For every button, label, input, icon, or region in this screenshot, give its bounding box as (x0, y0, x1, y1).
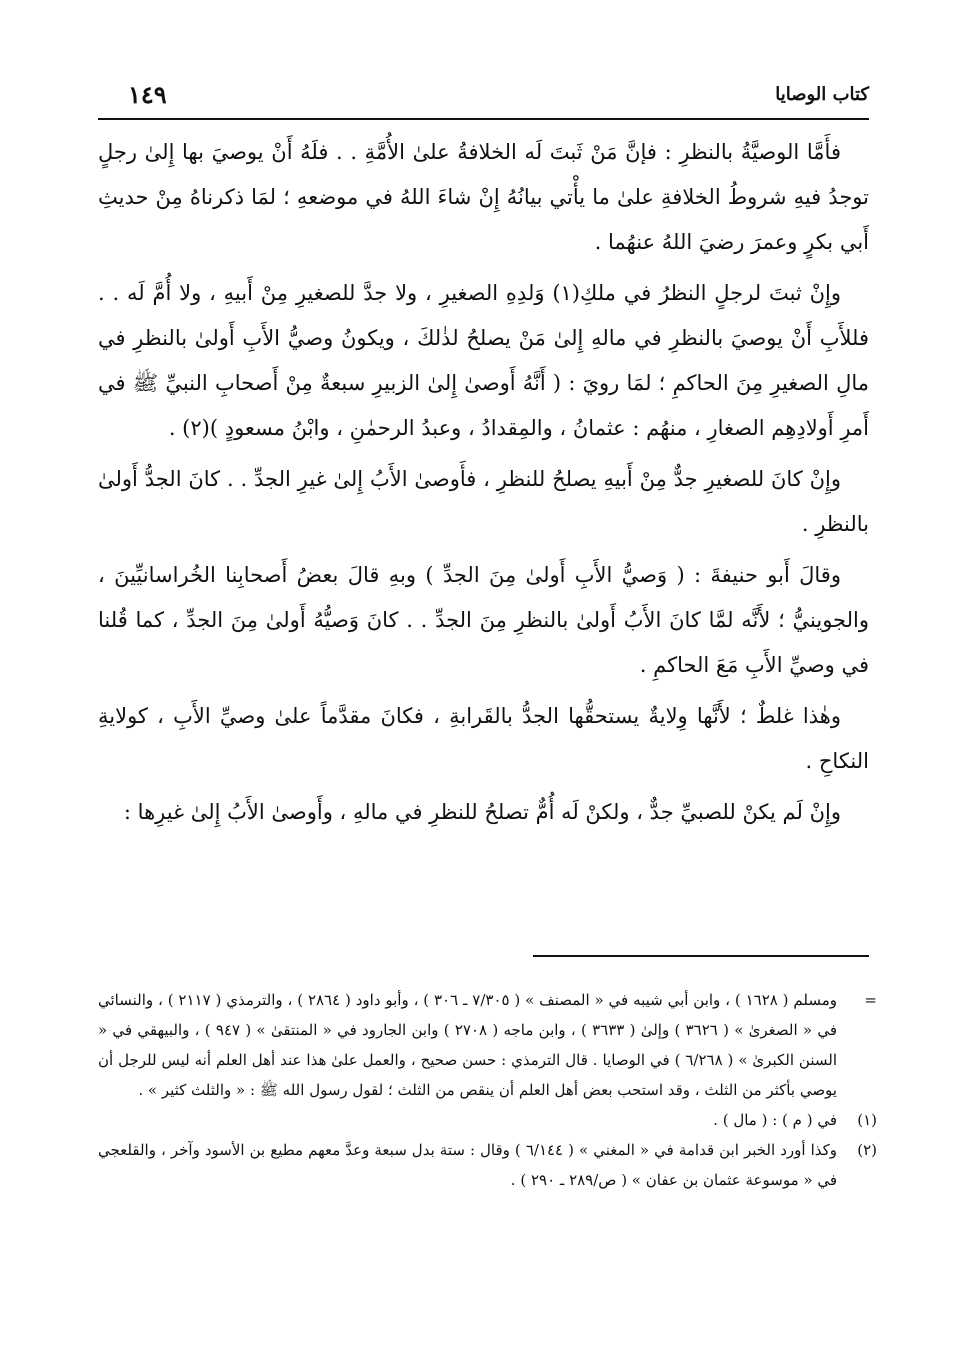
paragraph: فأَمَّا الوصيَّةُ بالنظرِ : فإنَّ مَنْ ثَبتَ لَه الخلافةُ علىٰ الأُمَّةِ . . فلَهُ أَنْ يوصيَ بها إِلىٰ رجلٍ توجدُ فيهِ شروطُ الخلافةِ علىٰ ما يأْتي بيانُهُ إِنْ شاءَ اللهُ في موضعهِ ؛ لمَا ذكرناهُ مِنْ حديثِ أَبي بكرٍ وعمرَ رضيَ اللهُ عنهُما . (98, 140, 869, 254)
footnote-separator (533, 955, 869, 957)
page-number: ١٤٩ (128, 80, 167, 109)
main-text (98, 130, 869, 841)
footnote-mark: = (864, 991, 877, 1009)
footnote (98, 985, 877, 1105)
paragraph: وإِنْ لَم يكنْ للصبيِّ جدٌّ ، ولكنْ لَه أُمٌّ تصلحُ للنظرِ في مالهِ ، وأَوصىٰ الأَبُ إِلىٰ غيرِها : (123, 800, 841, 824)
footnote-text: في ( م ) : ( مال ) . (713, 1111, 837, 1129)
footnotes (98, 985, 877, 1195)
paragraph: وإِنْ ثبتَ لرجلٍ النظرُ في ملكِ(١) وَلدِهِ الصغيرِ ، ولا جدَّ للصغيرِ مِنْ أَبيهِ ، ولا أُمَّ لَه . . فللأَبِ أَنْ يوصيَ بالنظرِ في مالهِ إِلىٰ مَنْ يصلحُ لذٰلكَ ، ويكونُ وصيُّ الأَبِ أَولىٰ بالنظرِ في مالِ الصغيرِ مِنَ الحاكمِ ؛ لمَا رويَ : ( أَنَّهُ أَوصىٰ إِلىٰ الزبيرِ سبعةٌ مِنْ أَصحابِ النبيِّ ﷺ في أَمرِ أَولادِهِم الصغارِ ، منهُم : عثمانُ ، والمِقدادُ ، وعبدُ الرحمٰنِ ، وابْنُ مسعودٍ )(٢) . (98, 281, 869, 440)
footnote-text: ومسلم ( ١٦٢٨ ) ، وابن أبي شيبه في « المصنف » ( ٧/٣٠٥ ـ ٣٠٦ ) ، وأبو داود ( ٢٨٦٤ ) ، والترمذي ( ٢١١٧ ) ، والنسائي في « الصغرىٰ » ( ٣٦٢٦ ) وإلىٰ ( ٣٦٣٣ ) ، وابن ماجه ( ٢٧٠٨ ) وابن الجارود في « المنتقىٰ » ( ٩٤٧ ) ، والبيهقي في « السنن الكبرىٰ » ( ٦/٢٦٨ ) في الوصايا . قال الترمذي : حسن صحيح ، والعمل علىٰ هذا عند أهل العلم أنه ليس للرجل أن يوصي بأكثر من الثلث ، وقد استحب بعض أهل العلم أن ينقص من الثلث ؛ لقول رسول الله ﷺ : « والثلث كثير » . (98, 991, 838, 1099)
footnote-text: وكذا أورد الخبر ابن قدامة في « المغني » ( ٦/١٤٤ ) وقال : ستة بدل سبعة وعدَّ معهم مطيع بن الأسود وآخر ، والقلعجي في « موسوعة عثمان بن عفان » ( ص/٢٨٩ ـ ٢٩٠ ) . (98, 1141, 837, 1189)
footnote (98, 1105, 877, 1135)
footnote (98, 1135, 877, 1195)
paragraph: وهٰذا غلطٌ ؛ لأَنَّها وِلايةٌ يستحقُّها الجدُّ بالقَرابةِ ، فكانَ مقدَّماً علىٰ وصيِّ الأَبِ ، كولايةِ النكاحِ . (98, 704, 869, 773)
footnote-mark: (١) (857, 1111, 877, 1129)
running-title: كتاب الوصايا (775, 84, 869, 105)
footnote-mark: (٢) (857, 1141, 877, 1159)
paragraph: وقالَ أَبو حنيفةَ : ( وَصيُّ الأَبِ أَولىٰ مِنَ الجدِّ ) وبهِ قالَ بعضُ أَصحابِنا الخُراسانيِّينَ ، والجوينيُّ ؛ لأَنَّه لمَّا كانَ الأَبُ أَولىٰ بالنظرِ مِنَ الجدِّ . . كانَ وَصيُّهُ أَولىٰ مِنَ الجدِّ ، كما قُلنا في وصيِّ الأَبِ مَعَ الحاكمِ . (98, 563, 869, 677)
page-header (98, 80, 869, 120)
paragraph: وإِنْ كانَ للصغيرِ جدٌّ مِنْ أَبيهِ يصلحُ للنظرِ ، فأَوصىٰ الأَبُ إِلىٰ غيرِ الجدِّ . . كانَ الجدُّ أَولىٰ بالنظرِ . (98, 467, 869, 536)
